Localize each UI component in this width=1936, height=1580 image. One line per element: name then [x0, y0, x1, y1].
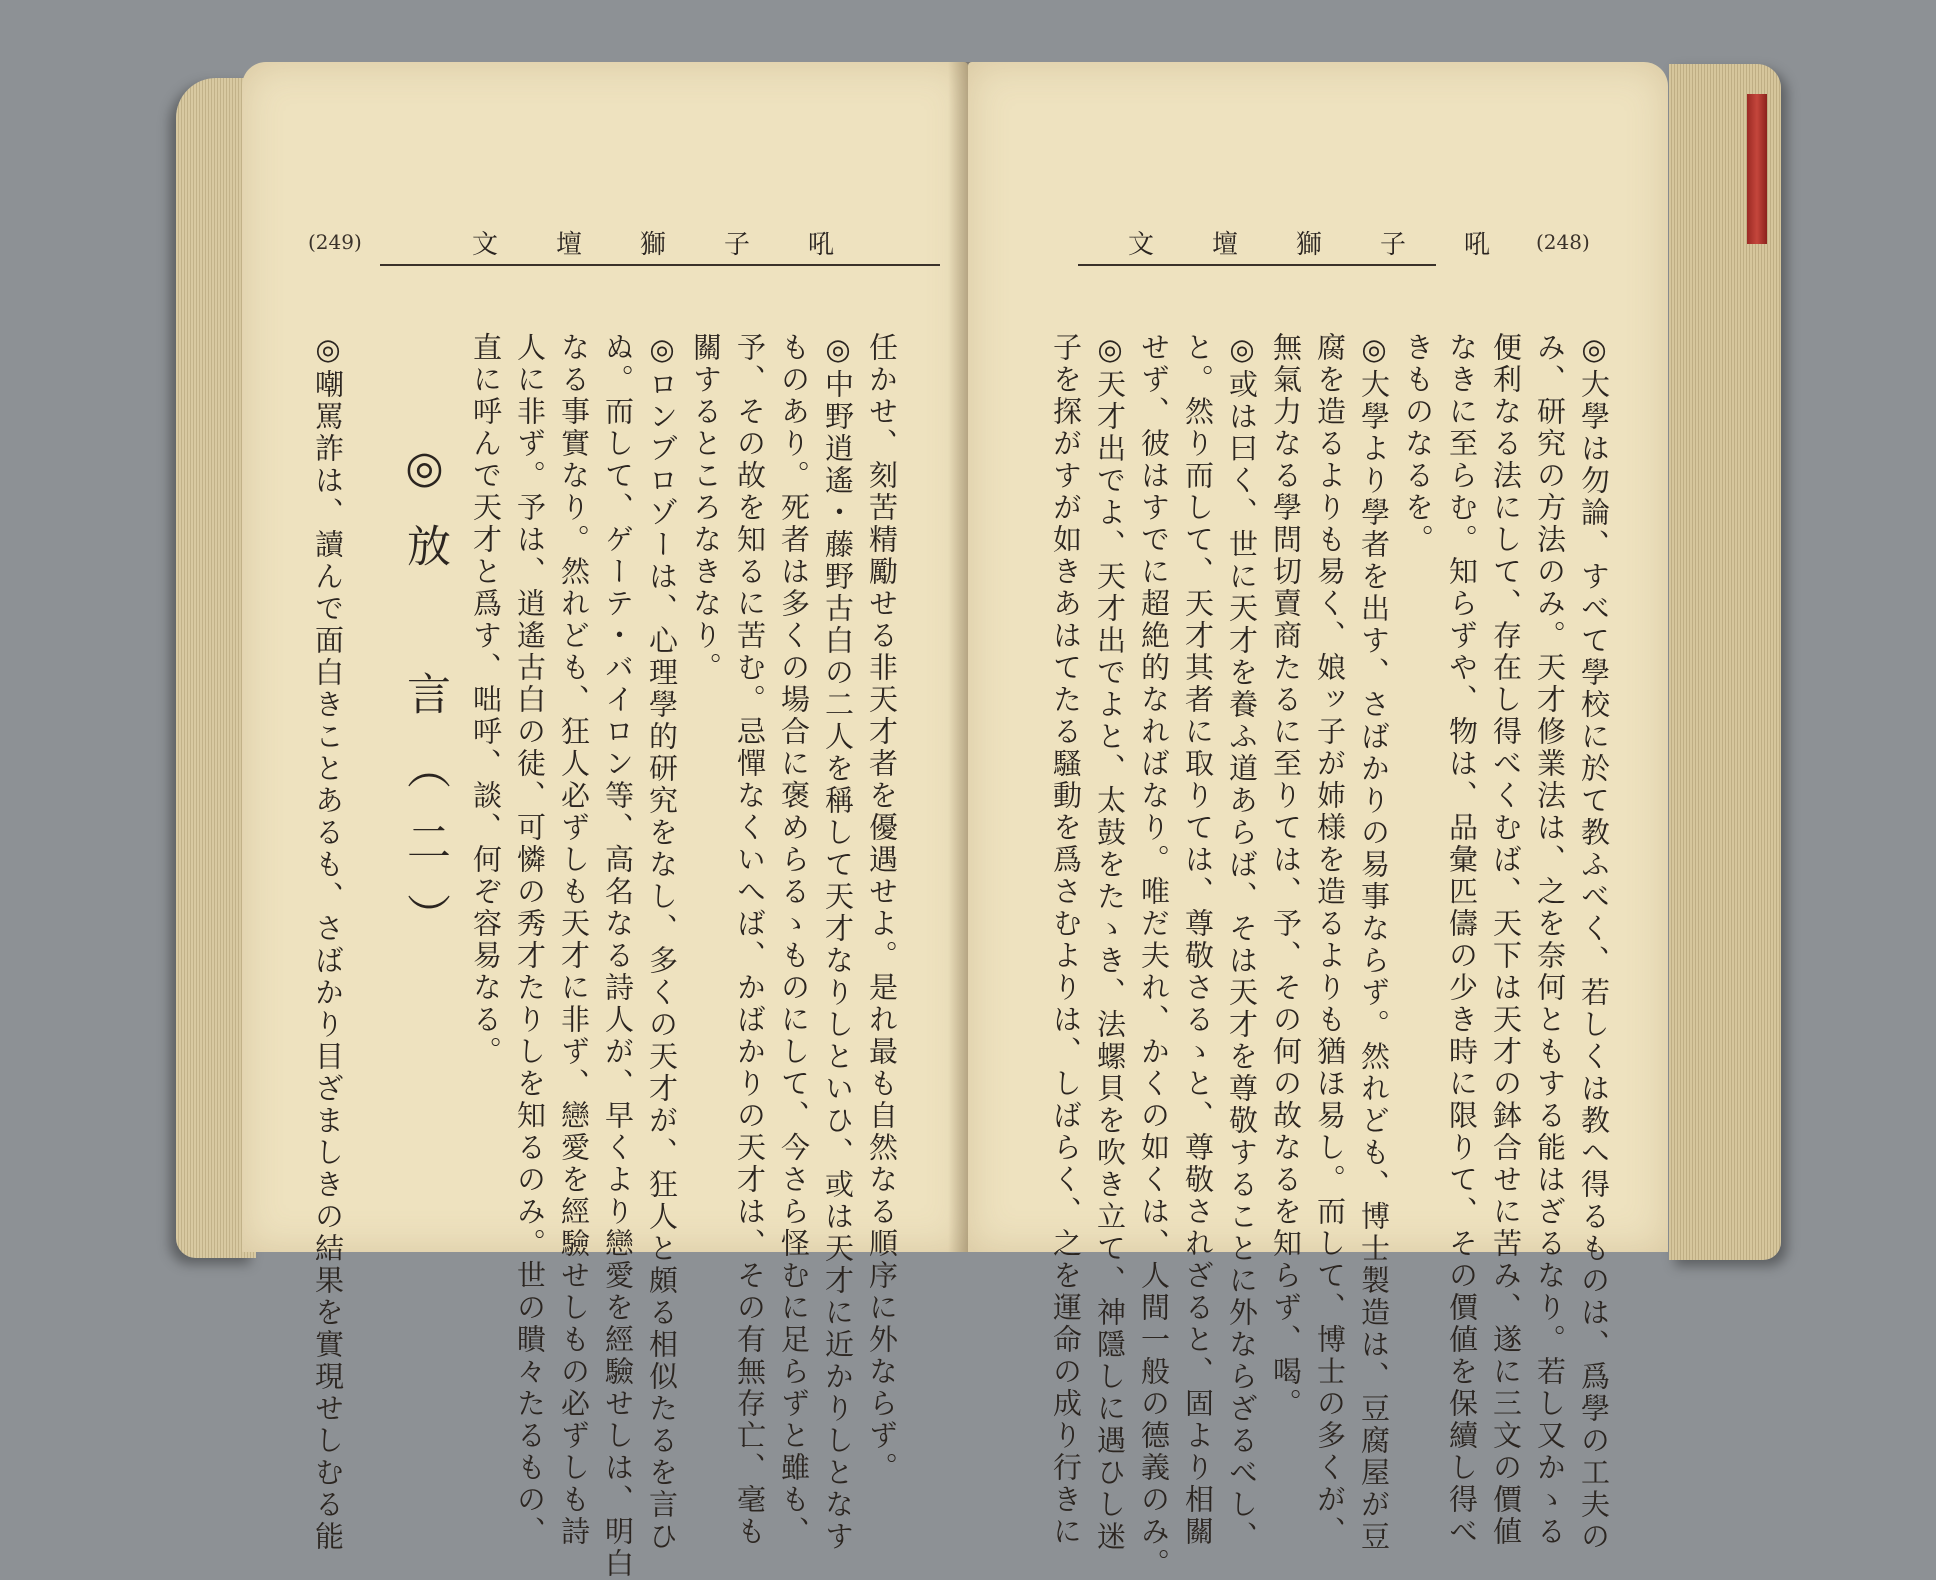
left-header-rule — [380, 264, 940, 266]
right-page — [968, 62, 1668, 1580]
open-book — [176, 50, 1781, 1580]
left-line-9: 人に非ず。予は、逍遙古白の徒、可憐の秀才たりしを知るのみ。世の瞶々たるもの、 — [513, 332, 547, 1548]
right-line-13: 子を探がすが如きあはてたる騷動を爲さむよりは、しばらく、之を運命の成り行きに — [1049, 332, 1083, 1548]
left-line-8: なる事實なり。然れども、狂人必ずしも天才に非ず、戀愛を經驗せしもの必ずしも詩 — [557, 332, 591, 1548]
left-line-6: ◎ロンブロゾーは、心理學的研究をなし、多くの天才が、狂人と頗る相似たるを言ひ — [645, 332, 679, 1553]
right-page-edges — [1669, 64, 1781, 1260]
right-line-4: なきに至らむ。知らずや、物は、品彙匹儔の少き時に限りて、その價値を保續し得べ — [1445, 332, 1479, 1548]
right-line-8: 無氣力なる學問切賣商たるに至りては、予、その何の故なるを知らず、喝。 — [1269, 332, 1303, 1420]
right-line-3: 便利なる法にして、存在し得べくむば、天下は天才の鉢合せに苦み、遂に三文の價値 — [1489, 332, 1523, 1548]
left-line-5: 關するところなきなり。 — [689, 332, 723, 684]
right-header-rule — [1078, 264, 1436, 266]
left-line-4: 予、その故を知るに苦む。忌憚なくいへば、かばかりの天才は、その有無存亡、毫も — [733, 332, 767, 1548]
left-page-number: (249) — [308, 230, 362, 254]
left-line-7: ぬ。而して、ゲーテ・バイロン等、高名なる詩人が、早くより戀愛を經驗せしは、明白 — [601, 332, 635, 1580]
left-line-1: 任かせ、刻苦精勵せる非天才者を優遇せよ。是れ最も自然なる順序に外ならず。 — [865, 332, 899, 1484]
right-line-11: せず、彼はすでに超絶的なればなり。唯だ夫れ、かくの如くは、人間一般の德義のみ。 — [1137, 332, 1171, 1580]
right-line-5: きものなるを。 — [1401, 332, 1435, 556]
left-page-header — [308, 222, 362, 262]
right-running-title-wrap — [1128, 222, 1548, 262]
left-line-10: 直に呼んで天才と爲す、咄呼、談、何ぞ容易なる。 — [469, 332, 503, 1068]
right-page-number: (248) — [1536, 230, 1590, 254]
bookmark-ribbon — [1747, 94, 1767, 244]
left-page — [242, 62, 968, 1580]
essay-title: ◎放 言（二） — [399, 442, 450, 967]
left-line-3: ものあり。死者は多くの場合に褒めらるゝものにして、今さら怪むに足らずと雖も、 — [777, 332, 811, 1548]
left-running-title-wrap — [472, 222, 892, 262]
right-line-9: ◎或は曰く、世に天才を養ふ道あらば、そは天才を尊敬することに外ならざるべし、 — [1225, 332, 1259, 1553]
right-line-1: ◎大學は勿論、すべて學校に於て教ふべく、若しくは教へ得るものは、爲學の工夫の — [1577, 332, 1611, 1553]
right-line-2: み、研究の方法のみ。天才修業法は、之を奈何ともする能はざるなり。若し又かゝる — [1533, 332, 1567, 1548]
right-page-header — [1536, 222, 1590, 262]
left-line-2: ◎中野逍遙・藤野古白の二人を稱して天才なりしといひ、或は天才に近かりしとなす — [821, 332, 855, 1553]
right-running-title: 文壇獅子吼 — [1128, 229, 1549, 260]
right-line-6: ◎大學より學者を出す、さばかりの易事ならず。然れども、博士製造は、豆腐屋が豆 — [1357, 332, 1391, 1553]
left-line-11: ◎嘲罵詐は、讀んで面白きことあるも、さばかり目ざましきの結果を實現せしむる能 — [311, 332, 345, 1553]
right-line-10: と。然り而して、天才其者に取りては、尊敬さるゝと、尊敬されざると、固より相關 — [1181, 332, 1215, 1548]
right-line-12: ◎天才出でよ、天才出でよと、太鼓をたゝき、法螺貝を吹き立て、神隱しに遇ひし迷 — [1093, 332, 1127, 1553]
left-running-title: 文壇獅子吼 — [472, 229, 893, 260]
right-line-7: 腐を造るよりも易く、娘ッ子が姉様を造るよりも猶ほ易し。而して、博士の多くが、 — [1313, 332, 1347, 1548]
